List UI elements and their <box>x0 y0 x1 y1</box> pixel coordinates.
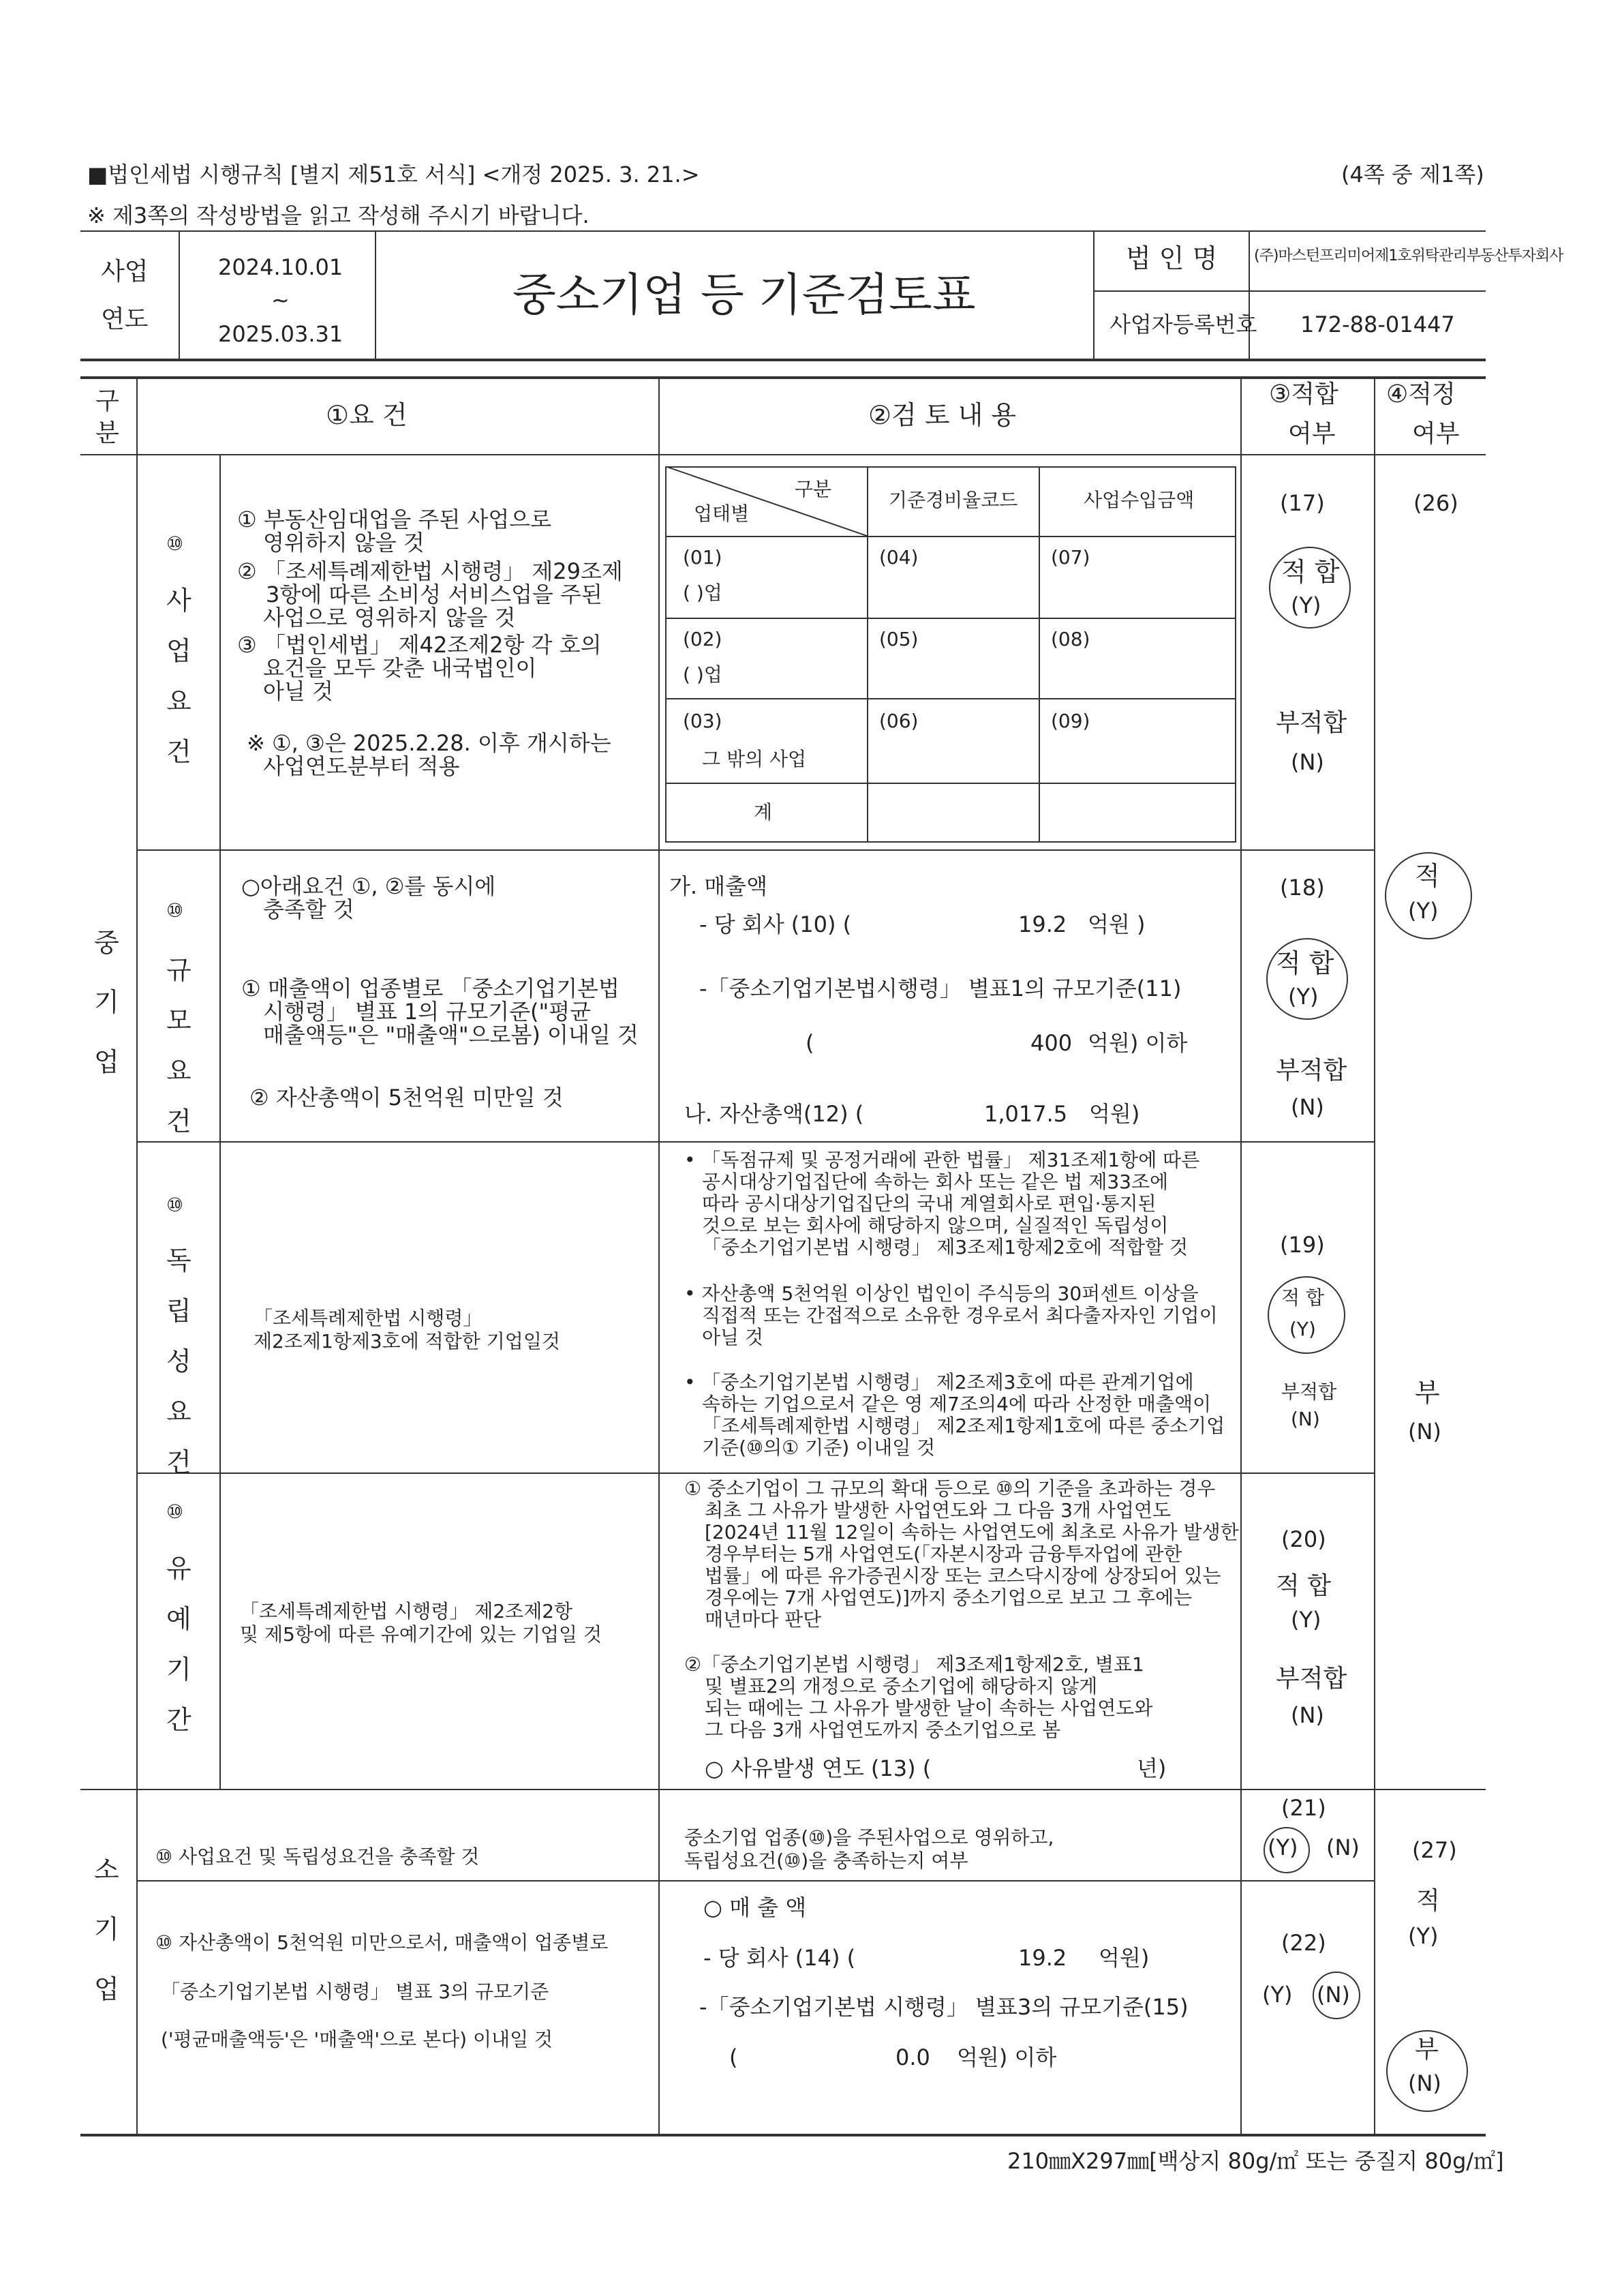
r104-req: 「조세특례제한법 시행령」 제2조제2항 <box>240 1600 573 1622</box>
cell-08: (08) <box>1051 628 1090 650</box>
r102-standard-value[interactable]: 400 <box>1030 1030 1073 1056</box>
r104-p2-2: 및 별표2의 개정으로 중소기업에 해당하지 않게 <box>705 1675 1098 1697</box>
sme-adequacy-yes-y: (Y) <box>1408 898 1439 924</box>
cell-02-type: ( )업 <box>683 663 722 686</box>
r102-number: ⑩ <box>166 899 184 922</box>
paper-spec: 210㎜X297㎜[백상지 80g/㎡ 또는 중질지 80g/㎡] <box>1007 2148 1504 2174</box>
r103-b1-5: 「중소기업기본법 시행령」 제3조제1항제2호에 적합할 것 <box>702 1236 1189 1258</box>
r102-own-revenue-unit: 억원 ) <box>1088 911 1146 937</box>
r104-p1-3: [2024년 11월 12일이 속하는 사업연도에 최초로 사유가 발생한 <box>705 1521 1239 1543</box>
form-title: 중소기업 등 기준검토표 <box>512 269 976 321</box>
r104-p1-6: 경우에는 7개 사업연도)]까지 중소기업으로 보고 그 후에는 <box>705 1586 1193 1609</box>
biz-no-label: 사업자등록번호 <box>1110 312 1257 337</box>
r101-req3b: 요건을 모두 갖춘 내국법인이 <box>263 655 537 681</box>
r104-number: ⑩ <box>166 1500 184 1523</box>
r102-fit-code: (18) <box>1280 875 1325 901</box>
cell-total: 계 <box>754 801 773 824</box>
r102-req2: ② 자산총액이 5천억원 미만일 것 <box>249 1085 564 1111</box>
section-medium-enterprise: 중기업 <box>94 928 119 1077</box>
biz-no-value: 172-88-01447 <box>1300 312 1455 337</box>
r101-req2b: 3항에 따른 소비성 서비스업을 주된 <box>266 581 602 607</box>
r104-p2-3: 되는 때에는 그 사유가 발생한 날이 속하는 사업연도와 <box>705 1697 1153 1719</box>
r105-review: 중소기업 업종(⑩)을 주된사업으로 영위하고, <box>684 1826 1054 1849</box>
r101-req3c: 아닐 것 <box>263 678 333 704</box>
r102-fit-yes-y: (Y) <box>1288 984 1319 1010</box>
r103-b3-4: 기준(⑩의① 기준) 이내일 것 <box>702 1436 936 1459</box>
r103-label: 독립성요건 <box>166 1245 192 1478</box>
r101-req1: ① 부동산임대업을 주된 사업으로 <box>237 507 552 532</box>
r103-b1-3: 따라 공시대상기업집단의 국내 계열회사로 편입·통지된 <box>702 1192 1157 1215</box>
col-header-review: ②검 토 내 용 <box>868 400 1017 430</box>
r102-standard-open: ( <box>806 1030 814 1056</box>
r101-fit-no-n: (N) <box>1291 749 1324 775</box>
r103-req: 「조세특례제한법 시행령」 <box>254 1307 483 1329</box>
year-label-2: 연도 <box>101 305 149 333</box>
r106-fit-code: (22) <box>1281 1930 1326 1956</box>
r106-req2: 「중소기업기본법 시행령」 별표 3의 규모기준 <box>161 1980 549 2003</box>
r106-own-revenue-label: - 당 회사 (14) ( <box>703 1945 856 1971</box>
r105-req: ⑩ 사업요건 및 독립성요건을 충족할 것 <box>155 1845 480 1868</box>
r104-year-unit: 년) <box>1137 1755 1167 1781</box>
r106-standard-unit: 억원) 이하 <box>957 2044 1057 2070</box>
small-adequacy-yes[interactable]: 적 <box>1416 1887 1440 1915</box>
r105-fit-code: (21) <box>1281 1795 1326 1821</box>
cell-04: (04) <box>879 546 919 569</box>
r103-fit-yes-y: (Y) <box>1289 1318 1316 1340</box>
r102-req1: ① 매출액이 업종별로 「중소기업기본법 <box>241 976 619 1001</box>
grid-col-revenue: 사업수입금액 <box>1084 489 1195 511</box>
cell-05: (05) <box>879 628 919 650</box>
r103-b1-1: • 「독점규제 및 공정거래에 관한 법률」 제31조제1항에 따른 <box>684 1149 1200 1171</box>
col-header-fit-2: 여부 <box>1288 420 1336 448</box>
r101-fit-code: (17) <box>1280 490 1325 516</box>
r104-p1-5: 법률」에 따른 유가증권시장 또는 코스닥시장에 상장되어 있는 <box>705 1565 1221 1587</box>
r102-asset-label: 나. 자산총액(12) ( <box>684 1101 864 1127</box>
r102-label: 규모요건 <box>166 955 192 1137</box>
instruction-note: ※ 제3쪽의 작성방법을 읽고 작성해 주시기 바랍니다. <box>87 202 590 228</box>
r101-fit-yes-y: (Y) <box>1291 592 1321 618</box>
r104-fit-no[interactable]: 부적합 <box>1276 1665 1347 1693</box>
r104-p1-2: 최초 그 사유가 발생한 사업연도와 그 다음 3개 사업연도 <box>705 1499 1172 1522</box>
r103-b2-2: 직접적 또는 간접적으로 소유한 경우로서 최다출자자인 기업이 <box>702 1304 1218 1327</box>
col-header-category: 구분 <box>95 387 119 447</box>
r105-fit-n[interactable]: (N) <box>1326 1834 1360 1860</box>
r101-req3: ③ 「법인세법」 제42조제2항 각 호의 <box>237 632 602 658</box>
r104-p1-4: 경우부터는 5개 사업연도(「자본시장과 금융투자업에 관한 <box>705 1543 1182 1565</box>
r104-label: 유예기간 <box>166 1554 192 1736</box>
r106-req3: ('평균매출액등'은 '매출액'으로 본다) 이내일 것 <box>161 2028 553 2051</box>
form-reference: ■법인세법 시행규칙 [별지 제51호 서식] <개정 2025. 3. 21.> <box>87 162 700 187</box>
r104-fit-code: (20) <box>1281 1526 1326 1552</box>
cell-03-type: 그 밖의 사업 <box>702 748 807 770</box>
r104-p2-4: 그 다음 3개 사업연도까지 중소기업으로 봄 <box>705 1719 1061 1741</box>
cell-01-type: ( )업 <box>683 581 722 604</box>
r103-b3-1: • 「중소기업기본법 시행령」 제2조제3호에 따른 관계기업에 <box>684 1371 1194 1393</box>
r105-fit-y[interactable]: (Y) <box>1268 1834 1298 1860</box>
r101-req2: ② 「조세특례제한법 시행령」 제29조제 <box>237 558 623 584</box>
sme-adequacy-no[interactable]: 부 <box>1415 1378 1440 1408</box>
r103-fit-code: (19) <box>1280 1232 1325 1258</box>
year-label: 사업 <box>101 258 149 286</box>
r101-req1b: 영위하지 않을 것 <box>263 530 425 556</box>
r102-own-revenue-value[interactable]: 19.2 <box>1018 911 1067 937</box>
r103-b3-2: 속하는 기업으로서 같은 영 제7조의4에 따라 산정한 매출액이 <box>702 1393 1212 1415</box>
cell-03: (03) <box>683 710 722 732</box>
r104-p2-1: ②「중소기업기본법 시행령」 제3조제1항제2호, 별표1 <box>684 1653 1144 1676</box>
col-header-adequacy-2: 여부 <box>1412 420 1460 448</box>
r101-fit-no[interactable]: 부적합 <box>1276 709 1347 737</box>
cell-02: (02) <box>683 628 722 650</box>
r103-b1-4: 것으로 보는 회사에 해당하지 않으며, 실질적인 독립성이 <box>702 1214 1169 1237</box>
sme-adequacy-no-n: (N) <box>1408 1419 1441 1445</box>
r104-req2: 및 제5항에 따른 유예기간에 있는 기업일 것 <box>240 1623 602 1646</box>
small-adequacy-no[interactable]: 부 <box>1415 2036 1439 2064</box>
small-adequacy-code: (27) <box>1412 1837 1457 1863</box>
r102-asset-value[interactable]: 1,017.5 <box>984 1101 1068 1127</box>
r103-fit-yes[interactable]: 적 합 <box>1281 1286 1324 1309</box>
r103-b2-3: 아닐 것 <box>702 1326 764 1348</box>
r101-note: ※ ①, ③은 2025.2.28. 이후 개시하는 <box>247 730 611 756</box>
cell-09: (09) <box>1051 710 1090 732</box>
r106-fit-y[interactable]: (Y) <box>1262 1982 1293 2008</box>
r102-fit-no-n: (N) <box>1291 1094 1324 1120</box>
col-header-fit: ③적합 <box>1269 380 1338 408</box>
r106-standard-value[interactable]: 0.0 <box>896 2044 930 2070</box>
r102-intro2: 충족할 것 <box>263 896 354 922</box>
page-info: (4쪽 중 제1쪽) <box>1341 162 1484 187</box>
col-header-requirement: ①요 건 <box>326 400 408 430</box>
period-start: 2024.10.01 <box>218 254 343 280</box>
r101-req2c: 사업으로 영위하지 않을 것 <box>263 605 516 631</box>
r102-asset-unit: 억원) <box>1089 1101 1140 1127</box>
r102-req1c: 매출액등"은 "매출액"으로봄) 이내일 것 <box>263 1022 639 1048</box>
r103-number: ⑩ <box>166 1194 184 1216</box>
r101-note2: 사업연도분부터 적용 <box>263 753 460 779</box>
r106-standard-open: ( <box>729 2044 738 2070</box>
r103-b1-2: 공시대상기업집단에 속하는 회사 또는 같은 법 제33조에 <box>702 1170 1169 1193</box>
sme-adequacy-yes[interactable]: 적 <box>1415 861 1440 891</box>
r102-req1b: 시행령」 별표 1의 규모기준("평균 <box>263 999 592 1025</box>
grid-col-code: 기준경비율코드 <box>889 489 1018 511</box>
corp-name-value: (주)마스턴프리미어제1호위탁관리부동산투자회사 <box>1254 247 1563 265</box>
r104-fit-yes[interactable]: 적 합 <box>1276 1572 1331 1600</box>
small-adequacy-yes-y: (Y) <box>1408 1923 1439 1949</box>
r103-req2: 제2조제1항제3호에 적합한 기업일것 <box>254 1330 560 1353</box>
period-separator: ~ <box>271 287 290 313</box>
small-adequacy-no-n: (N) <box>1408 2070 1441 2096</box>
r106-standard-label: -「중소기업기본법 시행령」 별표3의 규모기준(15) <box>699 1994 1189 2020</box>
sme-adequacy-code: (26) <box>1413 490 1458 516</box>
r106-own-revenue-unit: 억원) <box>1099 1945 1150 1971</box>
cell-01: (01) <box>683 546 722 569</box>
period-end: 2025.03.31 <box>218 321 343 347</box>
cell-07: (07) <box>1051 546 1090 569</box>
r106-fit-n[interactable]: (N) <box>1317 1982 1350 2008</box>
r106-revenue-title: ○ 매 출 액 <box>703 1894 807 1920</box>
r104-year-label: ○ 사유발생 연도 (13) ( <box>705 1755 932 1781</box>
col-header-adequacy: ④적정 <box>1386 380 1456 408</box>
grid-corner-bottom: 업태별 <box>694 502 750 525</box>
r106-own-revenue-value[interactable]: 19.2 <box>1018 1945 1067 1971</box>
r102-fit-yes[interactable]: 적 합 <box>1276 948 1334 978</box>
r102-revenue-title: 가. 매출액 <box>669 873 767 899</box>
r104-year-input[interactable] <box>945 1755 1129 1781</box>
r102-intro: ○아래요건 ①, ②를 동시에 <box>241 873 496 899</box>
r102-own-revenue-label: - 당 회사 (10) ( <box>699 911 852 937</box>
r103-b2-1: • 자산총액 5천억원 이상인 법인이 주식등의 30퍼센트 이상을 <box>684 1282 1199 1305</box>
r101-fit-yes[interactable]: 적 합 <box>1281 557 1340 587</box>
r104-fit-no-n: (N) <box>1291 1702 1324 1728</box>
r106-req1: ⑩ 자산총액이 5천억원 미만으로서, 매출액이 업종별로 <box>155 1931 609 1954</box>
r104-fit-yes-y: (Y) <box>1291 1607 1321 1633</box>
r101-number: ⑩ <box>166 532 184 555</box>
r103-fit-no[interactable]: 부적합 <box>1281 1380 1337 1403</box>
r105-review2: 독립성요건(⑩)을 충족하는지 여부 <box>684 1849 968 1872</box>
r102-standard-label: -「중소기업기본법시행령」 별표1의 규모기준(11) <box>699 976 1182 1001</box>
cell-06: (06) <box>879 710 919 732</box>
r104-p1-7: 매년마다 판단 <box>705 1608 822 1631</box>
r102-fit-no[interactable]: 부적합 <box>1276 1057 1347 1085</box>
r102-standard-unit: 억원) 이하 <box>1088 1030 1188 1056</box>
corp-name-label: 법 인 명 <box>1126 243 1218 273</box>
grid-corner-top: 구분 <box>795 478 832 500</box>
r103-b3-3: 「조세특례제한법 시행령」 제2조제1항제1호에 따른 중소기업 <box>702 1415 1225 1437</box>
r101-label: 사업요건 <box>166 586 192 768</box>
section-small-enterprise: 소기업 <box>94 1855 119 2004</box>
r104-p1-1: ① 중소기업이 그 규모의 확대 등으로 ⑩의 기준을 초과하는 경우 <box>684 1477 1216 1500</box>
r103-fit-no-n: (N) <box>1291 1408 1320 1430</box>
